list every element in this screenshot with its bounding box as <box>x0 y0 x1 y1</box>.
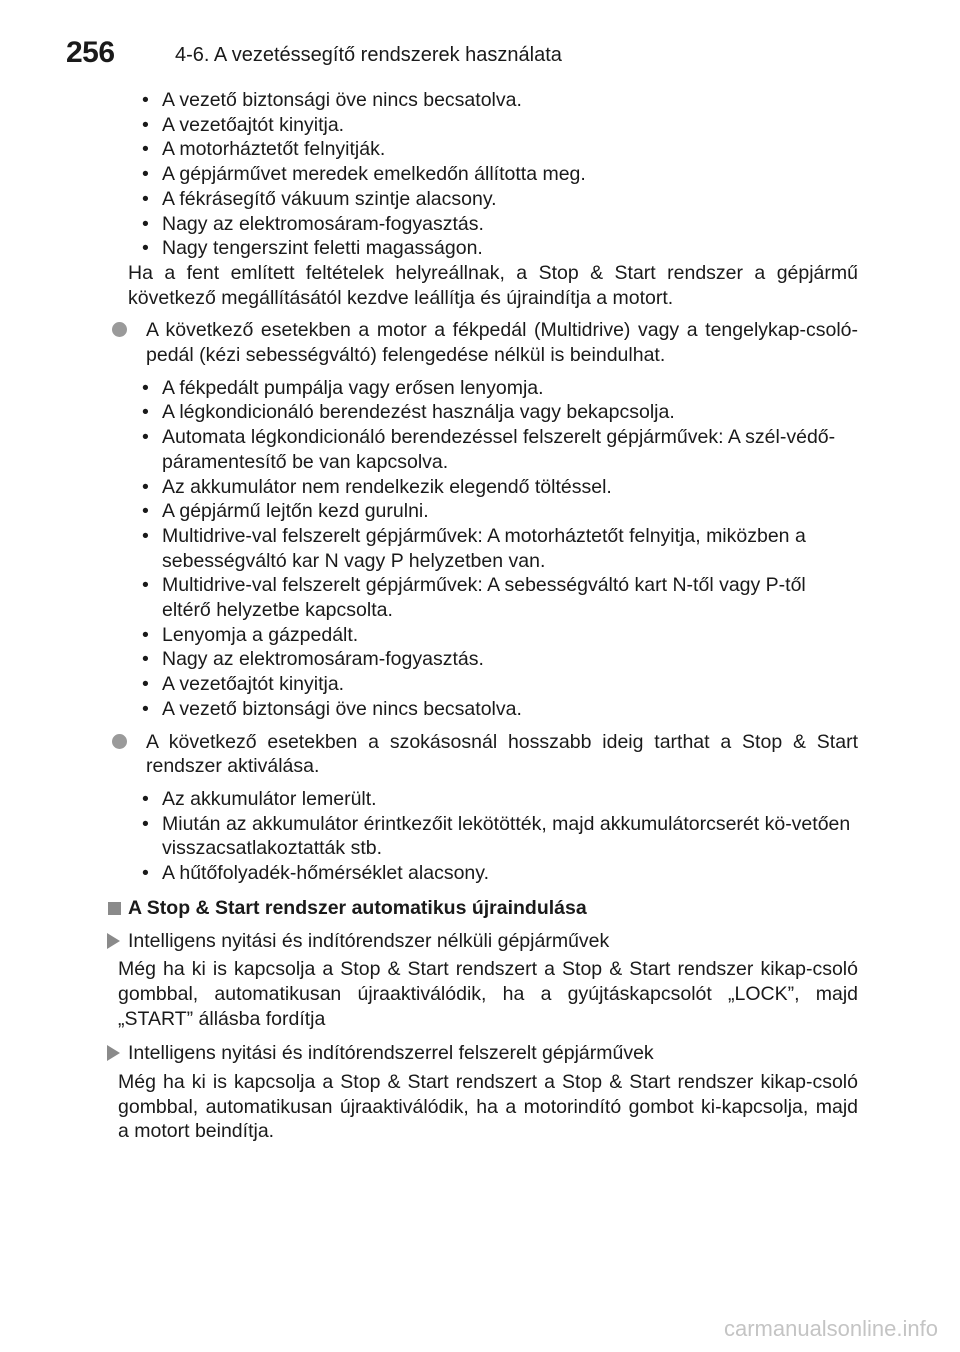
list-item: • A vezető biztonsági öve nincs becsatolva. <box>118 697 858 722</box>
list-item: • Nagy az elektromosáram-fogyasztás. <box>118 647 858 672</box>
list-item: • A vezetőajtót kinyitja. <box>118 672 858 697</box>
page-number: 256 <box>66 36 115 69</box>
triangle-bullet-icon <box>107 933 120 949</box>
intro-paragraph: Ha a fent említett feltételek helyreállnak, a Stop & Start rendszer a gépjármű következő megállításától kezdve leállítja és újraindítja a motort. <box>128 261 858 309</box>
note-1-bullet-list <box>118 376 858 722</box>
list-item: • Lenyomja a gázpedált. <box>118 623 858 648</box>
list-item: • A fékpedált pumpálja vagy erősen lenyomja. <box>118 376 858 401</box>
page-content <box>118 88 858 1154</box>
page-header <box>66 36 926 76</box>
bullet-dot-icon <box>112 734 127 749</box>
intro-bullet-list <box>118 88 858 261</box>
list-item: • A gépjármű lejtőn kezd gurulni. <box>118 499 858 524</box>
list-item: • A vezető biztonsági öve nincs becsatolva. <box>118 88 858 113</box>
list-item: • A vezetőajtót kinyitja. <box>118 113 858 138</box>
list-item: • Nagy tengerszint feletti magasságon. <box>118 236 858 261</box>
list-item: • Miután az akkumulátor érintkezőit lekötötték, majd akkumulátorcserét kö-vetően visszacsatlakoztatták stb. <box>118 812 858 861</box>
bullet-dot-icon <box>112 322 127 337</box>
list-item: • A motorháztetőt felnyitják. <box>118 137 858 162</box>
subsection-heading-1 <box>118 929 858 954</box>
subsection-text-2: Még ha ki is kapcsolja a Stop & Start rendszert a Stop & Start rendszer kikap-csoló gombbal, automatikusan újraaktiválódik, ha a motorindító gombot ki-kapcsolja, majd a motort beindítja. <box>118 1071 858 1143</box>
chapter-title: 4-6. A vezetéssegítő rendszerek használata <box>175 44 562 66</box>
list-item: • Multidrive-val felszerelt gépjárművek: A motorháztetőt felnyitja, miközben a sebességváltó kar N vagy P helyzetben van. <box>118 524 858 573</box>
list-item: • Nagy az elektromosáram-fogyasztás. <box>118 212 858 237</box>
subsection-title: Intelligens nyitási és indítórendszerrel felszerelt gépjárművek <box>128 1042 654 1065</box>
watermark: carmanualsonline.info <box>723 1316 938 1341</box>
list-item: • Automata légkondicionáló berendezéssel felszerelt gépjárművek: A szél-védő-páramentesítő be van kapcsolva. <box>118 425 858 474</box>
note-2-bullet-list <box>118 787 858 886</box>
subsection-text-1: Még ha ki is kapcsolja a Stop & Start rendszert a Stop & Start rendszer kikap-csoló gombbal, automatikusan újraaktiválódik, ha a gyújtáskapcsolót „LOCK”, majd „START” állásba fordítja <box>118 958 858 1030</box>
list-item: • A gépjárművet meredek emelkedőn állította meg. <box>118 162 858 187</box>
list-item: • A fékrásegítő vákuum szintje alacsony. <box>118 187 858 212</box>
note-text: A következő esetekben a szokásosnál hosszabb ideig tarthat a Stop & Start rendszer aktiválása. <box>146 730 858 778</box>
list-item: • Multidrive-val felszerelt gépjárművek: A sebességváltó kart N-től vagy P-től eltérő helyzetbe kapcsolta. <box>118 573 858 622</box>
section-title: A Stop & Start rendszer automatikus újraindulása <box>128 896 587 919</box>
subsection-heading-2 <box>118 1041 858 1066</box>
list-item: • Az akkumulátor lemerült. <box>118 787 858 812</box>
note-item-1 <box>118 318 858 367</box>
note-text: A következő esetekben a motor a fékpedál (Multidrive) vagy a tengelykap-csoló-pedál (kézi sebességváltó) felengedése nélkül is beindulhat. <box>146 319 858 367</box>
list-item: • A légkondicionáló berendezést használja vagy bekapcsolja. <box>118 400 858 425</box>
list-item: • Az akkumulátor nem rendelkezik elegendő töltéssel. <box>118 475 858 500</box>
subsection-title: Intelligens nyitási és indítórendszer nélküli gépjárművek <box>128 929 610 952</box>
triangle-bullet-icon <box>107 1045 120 1061</box>
note-item-2 <box>118 730 858 779</box>
square-bullet-icon <box>108 902 121 915</box>
list-item: • A hűtőfolyadék-hőmérséklet alacsony. <box>118 861 858 886</box>
section-heading <box>118 896 858 921</box>
